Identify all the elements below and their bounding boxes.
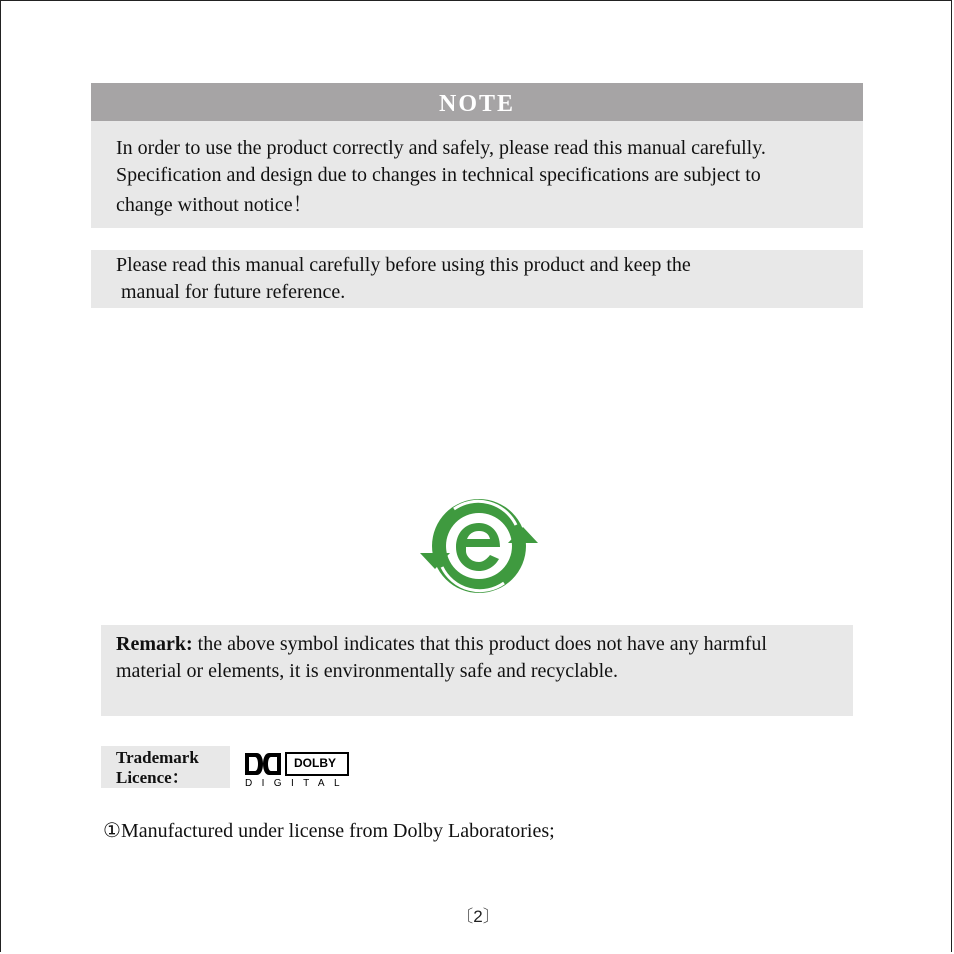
dolby-license-footnote (103, 818, 555, 845)
environmental-e-icon (420, 497, 538, 597)
remark-text-1: the above symbol indicates that this product does not have any harmful (192, 633, 767, 655)
trademark-line-1: Trademark (116, 748, 199, 767)
remark-text-2: material or elements, it is environmentally safe and recyclable. (116, 660, 619, 682)
remark-label: Remark: (116, 633, 193, 655)
note-line-1: In order to use the product correctly and safely, please read this manual carefully. (116, 137, 766, 159)
page-number: 〔2〕 (456, 907, 500, 926)
trademark-line-2: Licence： (116, 768, 189, 787)
trademark-licence-label (101, 746, 230, 788)
footnote-text: Manufactured under license from Dolby Laboratories; (120, 820, 555, 842)
note-body (91, 121, 863, 228)
read-notice-line-2: manual for future reference. (121, 281, 346, 303)
read-manual-notice (91, 250, 863, 308)
note-heading: NOTE (91, 83, 863, 121)
dolby-digital-text: DIGITAL (245, 778, 349, 789)
note-line-3: change without notice！ (116, 194, 313, 216)
read-notice-line-1: Please read this manual carefully before using this product and keep the (116, 254, 691, 276)
dolby-wordmark: DOLBY (294, 756, 336, 770)
remark-line-1 (116, 631, 853, 658)
remark-box (101, 625, 853, 716)
footnote-marker: ① (103, 820, 121, 842)
note-line-2: Specification and design due to changes in technical specifications are subject to (116, 164, 761, 186)
